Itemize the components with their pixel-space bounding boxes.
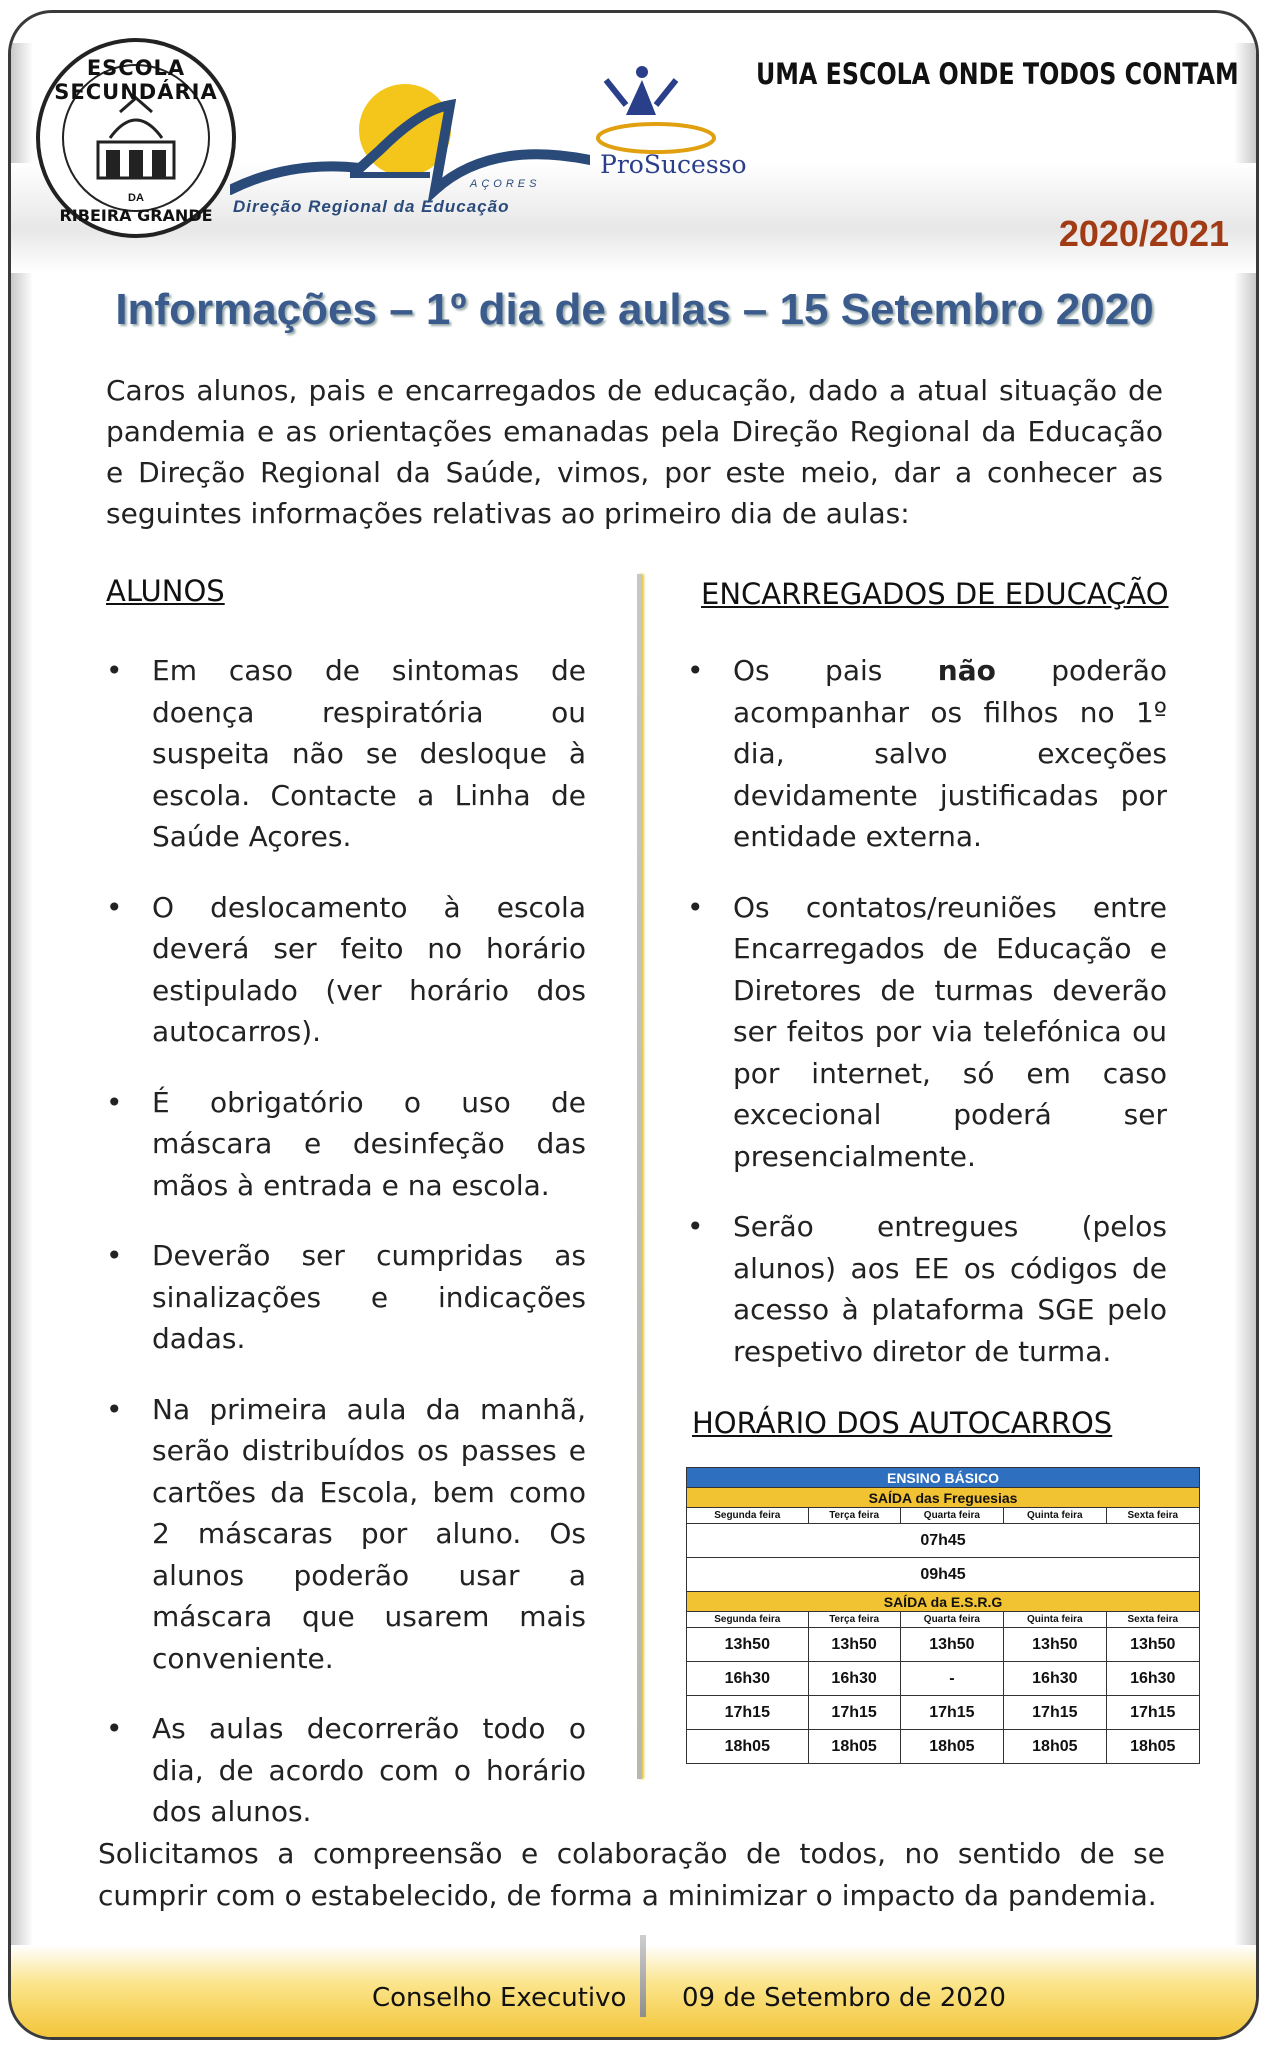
table-cell: 13h50 — [900, 1628, 1003, 1662]
text-span: Os pais — [733, 654, 938, 687]
table-cell: 13h50 — [808, 1628, 900, 1662]
table-section-header: SAÍDA da E.S.R.G — [687, 1592, 1200, 1612]
list-item: • Os contatos/reuniões entre Encarregados de Educação e Diretores de turmas deverão ser feitos por via telefónica ou por internet, só em caso excecional poderá ser presencialmente. — [687, 887, 1167, 1178]
list-item: • É obrigatório o uso de máscara e desinfeção das mãos à entrada e na escola. — [106, 1082, 586, 1207]
table-row — [687, 1696, 1200, 1730]
table-day-header: Quarta feira — [900, 1508, 1003, 1524]
school-motto: UMA ESCOLA ONDE TODOS CONTAM — [756, 57, 1239, 91]
list-item: • Na primeira aula da manhã, serão distribuídos os passes e cartões da Escola, bem como 2 máscaras por aluno. Os alunos poderão usar a máscara que usarem mais conveniente. — [106, 1389, 586, 1680]
column-divider — [637, 574, 642, 1779]
table-cell: 17h15 — [900, 1696, 1003, 1730]
table-cell: 18h05 — [900, 1730, 1003, 1764]
table-day-header: Quinta feira — [1004, 1612, 1106, 1628]
table-cell: 16h30 — [687, 1662, 809, 1696]
drea-name-text: Direção Regional da Educação — [233, 197, 510, 216]
table-day-header: Sexta feira — [1106, 1612, 1199, 1628]
table-cell: 13h50 — [687, 1628, 809, 1662]
alunos-heading: ALUNOS — [106, 574, 225, 608]
table-cell: 18h05 — [808, 1730, 900, 1764]
closing-paragraph: Solicitamos a compreensão e colaboração de todos, no sentido de se cumprir com o estabelecido, de forma a minimizar o impacto da pandemia. — [98, 1837, 1165, 1912]
seal-mid-text: DA — [128, 192, 144, 204]
table-cell: 09h45 — [687, 1558, 1200, 1592]
encarregados-heading: ENCARREGADOS DE EDUCAÇÃO — [701, 577, 1169, 611]
table-row — [687, 1730, 1200, 1764]
page-title: Informações – 1º dia de aulas – 15 Setembro 2020 — [115, 285, 1154, 334]
footer-band — [11, 1945, 1259, 2040]
table-day-header: Segunda feira — [687, 1508, 809, 1524]
table-section-header: SAÍDA das Freguesias — [687, 1488, 1200, 1508]
table-cell: 07h45 — [687, 1524, 1200, 1558]
table-cell: 13h50 — [1106, 1628, 1199, 1662]
list-item: • Serão entregues (pelos alunos) aos EE os códigos de acesso à plataforma SGE pelo respetivo diretor de turma. — [687, 1206, 1167, 1372]
table-cell: - — [900, 1662, 1003, 1696]
prosucesso-logo-text: ProSucesso — [600, 150, 747, 179]
drea-region-text: AÇORES — [470, 178, 541, 190]
table-day-header: Segunda feira — [687, 1612, 809, 1628]
footer-separator — [640, 1935, 646, 2017]
horario-heading: HORÁRIO DOS AUTOCARROS — [692, 1406, 1113, 1440]
school-seal-logo — [36, 38, 236, 238]
table-cell: 17h15 — [1004, 1696, 1106, 1730]
table-cell: 13h50 — [1004, 1628, 1106, 1662]
table-cell: 18h05 — [1004, 1730, 1106, 1764]
table-day-header: Terça feira — [808, 1508, 900, 1524]
table-cell: 18h05 — [1106, 1730, 1199, 1764]
table-cell: 17h15 — [1106, 1696, 1199, 1730]
intro-paragraph: Caros alunos, pais e encarregados de educação, dado a atual situação de pandemia e as orientações emanadas pela Direção Regional da Educação e Direção Regional da Saúde, vimos, por este meio, dar a conhecer as seguintes informações relativas ao primeiro dia de aulas: — [106, 374, 1163, 530]
seal-bottom-text: RIBEIRA GRANDE — [59, 206, 213, 225]
bus-timetable — [686, 1467, 1200, 1764]
list-item: • O deslocamento à escola deverá ser feito no horário estipulado (ver horário dos autocarros). — [106, 887, 586, 1053]
table-cell: 17h15 — [687, 1696, 809, 1730]
table-day-header: Quarta feira — [900, 1612, 1003, 1628]
table-row — [687, 1628, 1200, 1662]
encarregados-list — [687, 650, 1167, 1401]
list-item: • As aulas decorrerão todo o dia, de acordo com o horário dos alunos. — [106, 1708, 586, 1833]
alunos-list — [106, 650, 586, 1862]
footer-date: 09 de Setembro de 2020 — [682, 1983, 1006, 2013]
list-item: • Deverão ser cumpridas as sinalizações e indicações dadas. — [106, 1235, 586, 1360]
table-cell: 17h15 — [808, 1696, 900, 1730]
table-level-header: ENSINO BÁSICO — [687, 1468, 1200, 1488]
table-cell: 16h30 — [1004, 1662, 1106, 1696]
table-cell: 16h30 — [808, 1662, 900, 1696]
table-cell: 18h05 — [687, 1730, 809, 1764]
footer-signature: Conselho Executivo — [372, 1983, 627, 2013]
text-span: poderão acompanhar os filhos no 1º dia, salvo exceções devidamente justificadas por entidade externa. — [733, 654, 1167, 853]
table-day-header: Quinta feira — [1004, 1508, 1106, 1524]
list-item — [687, 650, 1167, 858]
table-day-header: Sexta feira — [1106, 1508, 1199, 1524]
emphasis-text: não — [937, 654, 996, 687]
table-cell: 16h30 — [1106, 1662, 1199, 1696]
table-row — [687, 1662, 1200, 1696]
seal-top-text: ESCOLA SECUNDÁRIA — [54, 56, 218, 104]
list-item: • Em caso de sintomas de doença respiratória ou suspeita não se desloque à escola. Contacte a Linha de Saúde Açores. — [106, 650, 586, 858]
table-day-header: Terça feira — [808, 1612, 900, 1628]
school-year: 2020/2021 — [1058, 213, 1229, 254]
